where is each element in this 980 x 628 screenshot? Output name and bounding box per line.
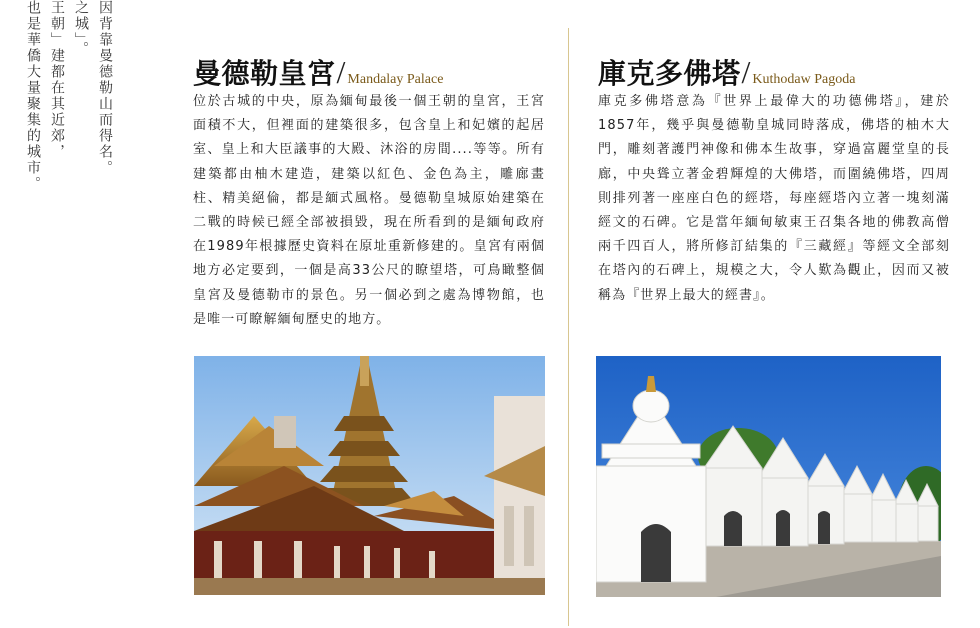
column-divider [568,28,569,626]
title-slash: / [741,54,751,90]
article-body: 庫克多佛塔意為『世界上最偉大的功德佛塔』，建於1857年，幾乎與曼德勒皇城同時落成，佛塔的柚木大門，雕刻著護門神像和佛本生故事，穿過富麗堂皇的長廊，中央聳立著金碧輝煌的大佛塔，而圍繞佛塔，四周則排列著一座座白色的經塔，每座經塔內立著一塊刻滿經文的石碑。它是當年緬甸敏東王召集各地的佛教高僧兩千四百人，將所修訂結集的『三藏經』等經文全部刻在塔內的石碑上，規模之大，令人歎為觀止，因而又被稱為『世界上最大的經書』。 [598,94,950,303]
article-heading [193,52,545,90]
article-body: 位於古城的中央，原為緬甸最後一個王朝的皇宮，王宮面積不大，但裡面的建築很多，包含皇上和妃嬪的起居室、皇上和大臣議事的大殿、沐浴的房間....等等。所有建築都由柚木建造，建築以紅色、金色為主，雕廊畫柱、精美絕倫，都是緬式風格。曼德勒皇城原始建築在二戰的時候已經全部被損毀，現在所看到的是緬甸政府在1989年根據歷史資料在原址重新修建的。皇宮有兩個地方必定要到，一個是高33公尺的瞭望塔，可鳥瞰整個皇宮及曼德勒市的景色。另一個必到之處為博物館，也是唯一可瞭解緬甸歷史的地方。 [193,94,545,327]
article-title-zh: 曼德勒皇宮 [193,57,336,90]
article-mandalay-palace [193,52,545,332]
mandalay-palace-photo [194,356,545,595]
article-title-en: Mandalay Palace [347,72,444,87]
vertical-text-col-4: 因背靠曼德勒山而得名。 [97,0,113,176]
article-kuthodaw-pagoda [598,52,950,308]
vertical-text-col-2: 王朝」建都在其近郊， [49,0,65,160]
article-title-en: Kuthodaw Pagoda [752,72,856,87]
kuthodaw-pagoda-photo [596,356,941,597]
title-slash: / [336,54,346,90]
vertical-text-col-1: 也是華僑大量聚集的城市。 [25,0,41,192]
article-title-zh: 庫克多佛塔 [598,57,741,90]
article-heading [598,52,950,90]
vertical-text-col-3: 之城」。 [73,0,89,57]
